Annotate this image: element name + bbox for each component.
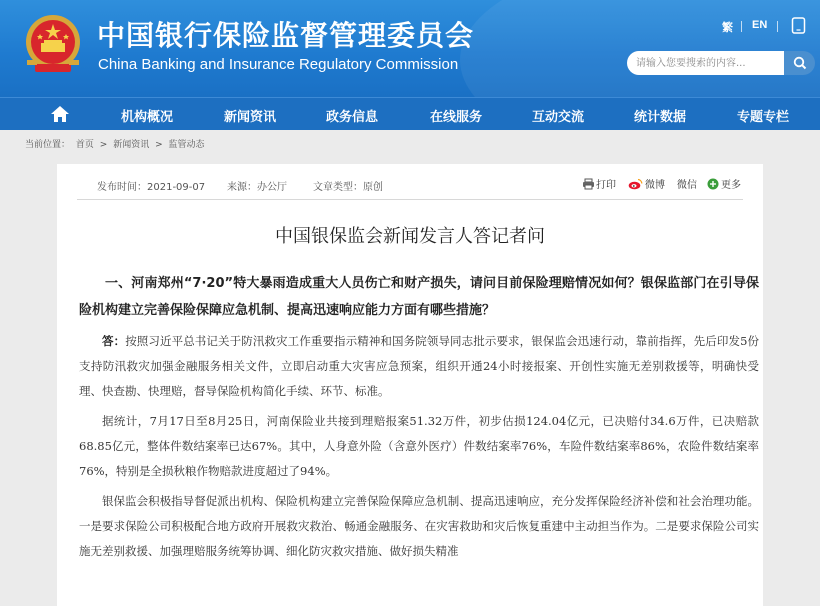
lang-separator (777, 21, 778, 32)
weibo-link[interactable]: 微博 (645, 180, 665, 191)
weibo-icon[interactable] (628, 178, 643, 190)
article-title: 中国银保监会新闻发言人答记者问 (275, 226, 545, 247)
nav-item-statistics[interactable]: 统计数据 (634, 110, 687, 125)
breadcrumb-news-link[interactable]: 新闻资讯 (113, 140, 150, 150)
breadcrumb-home-link[interactable]: 首页 (75, 140, 94, 150)
answer-label: 答： (102, 334, 126, 348)
statistics-paragraph: 据统计，7月17日至8月25日，河南保险业共接到理赔报案51.32万件，初步估损124.04亿元，已决赔付34.6万件，已决赔款68.85亿元，整体件数结案率已达67%。其中，人身意外险（含意外医疗）件数结案率76%，车险件数结案率86%，农险件数结案率76%，特别是全损秋粮作物赔款进度超过了94%。 (79, 414, 759, 478)
breadcrumb-label: 当前位置： (25, 140, 71, 150)
share-actions (582, 176, 741, 191)
nav-item-interaction[interactable]: 互动交流 (532, 110, 585, 125)
plus-icon[interactable] (707, 178, 719, 190)
article-type: 文章类型：原创 (313, 182, 383, 193)
site-header (0, 0, 820, 97)
measures-paragraph: 银保监会积极指导督促派出机构、保险机构建立完善保险保障应急机制、提高迅速响应，充分发挥保险经济补偿和社会治理功能。一是要求保险公司积极配合地方政府开展救灾救治、畅通金融服务、在灾害救助和灾后恢复重建中主动担当作为。二是要求保险公司实施无差别救援、加强理赔服务统筹协调、细化防灾救灾措施、做好损失精准 (79, 494, 759, 558)
article-body (79, 270, 759, 564)
print-link[interactable]: 打印 (596, 180, 616, 191)
divider (77, 199, 743, 200)
article-panel (57, 164, 763, 606)
breadcrumb-current[interactable]: 监管动态 (168, 140, 205, 150)
publish-time: 发布时间：2021-09-07 (97, 182, 206, 193)
breadcrumb (25, 137, 208, 150)
nav-item-special-topics[interactable]: 专题专栏 (737, 110, 790, 125)
answer-text: 按照习近平总书记关于防汛救灾工作重要指示精神和国务院领导同志批示要求，银保监会迅速行动，靠前指挥，先后印发5份支持防汛救灾加强金融服务相关文件，立即启动重大灾害应急预案，组织开通24小时接报案、开创性实施无差别救援等，明确快受理、快查勘、快理赔，督导保险机构简化手续、环节、标准。 (79, 334, 759, 398)
lang-separator (741, 21, 742, 32)
printer-icon[interactable] (582, 178, 595, 190)
nav-item-news[interactable]: 新闻资讯 (224, 110, 277, 125)
article-source: 来源：办公厅 (227, 182, 287, 193)
search-button[interactable] (784, 51, 815, 75)
more-link[interactable]: 更多 (721, 180, 741, 191)
lang-traditional-link[interactable]: 繁 (722, 22, 733, 34)
main-nav (0, 97, 820, 130)
site-title-cn: 中国银行保险监督管理委员会 (97, 19, 475, 52)
site-title-en: China Banking and Insurance Regulatory Commission (98, 56, 459, 73)
question-paragraph: 一、河南郑州“7·20”特大暴雨造成重大人员伤亡和财产损失，请问目前保险理赔情况如何？银保监部门在引导保险机构建立完善保险保障应急机制、提高迅速响应能力方面有哪些措施？ (79, 276, 759, 318)
nav-item-online-service[interactable]: 在线服务 (430, 110, 483, 125)
search-icon (793, 56, 807, 70)
nav-item-government-info[interactable]: 政务信息 (326, 110, 379, 125)
breadcrumb-separator: > (99, 140, 108, 150)
nav-item-institution[interactable]: 机构概况 (121, 110, 174, 125)
national-emblem-icon (22, 12, 84, 76)
breadcrumb-separator: > (155, 140, 163, 150)
answer-paragraph (79, 329, 759, 404)
search-input[interactable] (627, 51, 784, 75)
lang-english-link[interactable]: EN (752, 19, 768, 31)
wechat-link[interactable]: 微信 (677, 180, 697, 191)
home-icon[interactable] (49, 103, 71, 125)
mobile-icon[interactable] (791, 17, 806, 34)
